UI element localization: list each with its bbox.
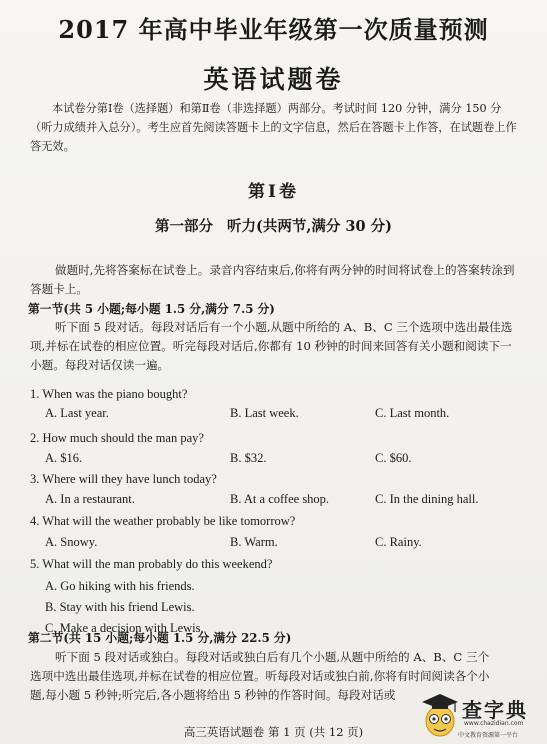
section2-heading: 第二节(共 15 小题;每小题 1.5 分,满分 22.5 分) — [28, 631, 292, 645]
option-b: B. Last week. — [230, 406, 299, 420]
option-b: B. $32. — [230, 451, 267, 465]
option-a: A. In a restaurant. — [45, 492, 135, 506]
option-b: B. At a coffee shop. — [230, 492, 330, 506]
watermark-url: www.chazidian.com — [464, 720, 524, 727]
option-c: C. $60. — [375, 451, 412, 465]
option-b: B. Warm. — [230, 535, 278, 549]
section1-directions: 听下面 5 段对话。每段对话后有一个小题,从题中所给的 A、B、C 三个选项中选出最佳选项,并标在试卷的相应位置。听完每段对话后,你都有 10 秒钟的时间来回答有关小题和阅读下一小题。每段对话仅读一遍。 — [30, 320, 513, 372]
page-footer: 高三英语试题卷 第 1 页 (共 12 页) — [183, 725, 364, 739]
option-c: C. In the dining hall. — [375, 492, 479, 506]
exam-intro: 本试卷分第Ⅰ卷（选择题）和第Ⅱ卷（非选择题）两部分。考试时间 120 分钟，满分 150 分（听力成绩并入总分）。考生应首先阅读答题卡上的文字信息，然后在答题卡上作答，在试题卷上作答无效。 — [30, 102, 517, 153]
option-a: A. Go hiking with his friends. — [45, 579, 195, 593]
part-heading — [0, 215, 547, 236]
section2-directions: 听下面 5 段对话或独白。每段对话或独白后有几个小题,从题中所给的 A、B、C 三个选项中选出最佳选项,并标在试卷的相应位置。听每段对话或独白前,你将有时间阅读各个小题,每小题 5 秒钟;听完后,各小题将给出 5 秒钟的作答时间。每段对话或 — [30, 650, 490, 702]
question-stem: 4. What will the weather probably be like tomorrow? — [30, 514, 296, 528]
question-stem: 2. How much should the man pay? — [30, 431, 204, 445]
watermark-tagline: 中文教育资源第一平台 — [458, 732, 519, 739]
part-label: 第一部分 — [154, 218, 213, 235]
question-stem: 3. Where will they have lunch today? — [30, 472, 217, 486]
question-stem: 1. When was the piano bought? — [30, 387, 188, 401]
listening-instructions: 做题时,先将答案标在试卷上。录音内容结束后,你将有两分钟的时间将试卷上的答案转涂到答题卡上。 — [30, 263, 515, 296]
section1-heading: 第一节(共 5 小题;每小题 1.5 分,满分 7.5 分) — [28, 302, 275, 316]
option-c: C. Last month. — [375, 406, 450, 420]
option-b: B. Stay with his friend Lewis. — [45, 600, 195, 614]
scholar-cap-icon — [420, 692, 460, 740]
question-stem: 5. What will the man probably do this weekend? — [30, 557, 273, 571]
option-a: A. $16. — [45, 451, 83, 465]
exam-subtitle: 英语试题卷 — [203, 65, 344, 94]
option-c: C. Make a decision with Lewis. — [45, 621, 204, 635]
part-title: 听力(共两节,满分 30 分) — [226, 218, 393, 235]
watermark-logo — [418, 690, 546, 744]
exam-title: 2017 年高中毕业年级第一次质量预测 — [58, 15, 489, 44]
volume-label: 第Ⅰ卷 — [248, 182, 299, 202]
option-a: A. Last year. — [45, 406, 109, 420]
option-c: C. Rainy. — [375, 535, 422, 549]
watermark-name: 查字典 — [462, 698, 528, 722]
option-a: A. Snowy. — [45, 535, 98, 549]
